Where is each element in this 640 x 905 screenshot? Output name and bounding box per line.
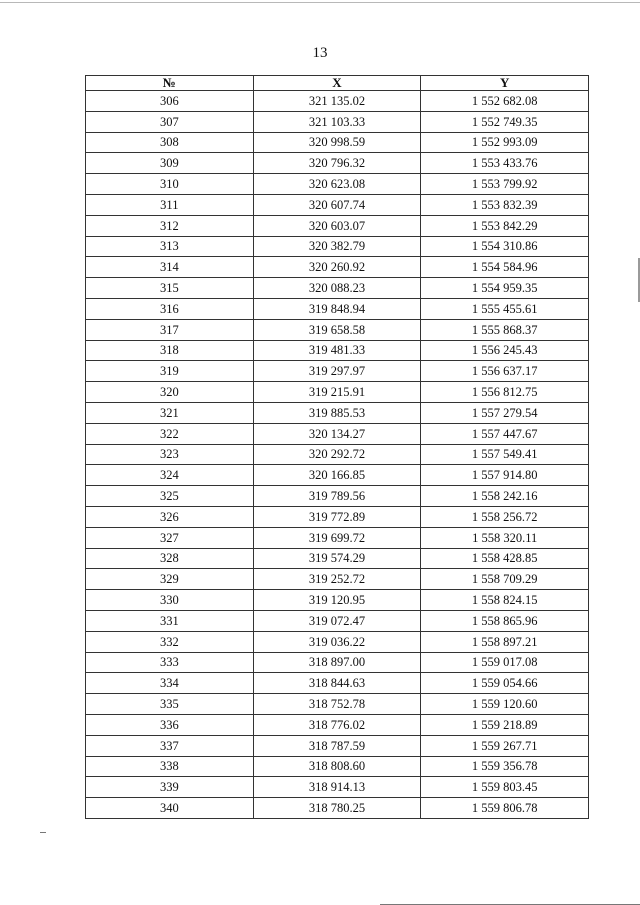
table-header-row: [86, 76, 589, 91]
table-row: [86, 527, 589, 548]
point-number-cell: 312: [86, 215, 254, 236]
point-number-cell: 333: [86, 652, 254, 673]
point-number-cell: 313: [86, 236, 254, 257]
table-row: [86, 735, 589, 756]
point-number-cell: 324: [86, 465, 254, 486]
point-number-cell: 317: [86, 319, 254, 340]
table-row: [86, 215, 589, 236]
y-coordinate-cell: 1 559 803.45: [421, 777, 589, 798]
y-coordinate-cell: 1 557 914.80: [421, 465, 589, 486]
table-row: [86, 236, 589, 257]
x-coordinate-cell: 319 772.89: [253, 506, 421, 527]
x-coordinate-cell: 319 297.97: [253, 361, 421, 382]
point-number-cell: 307: [86, 111, 254, 132]
point-number-cell: 329: [86, 569, 254, 590]
table-row: [86, 278, 589, 299]
point-number-cell: 319: [86, 361, 254, 382]
x-coordinate-cell: 319 120.95: [253, 590, 421, 611]
coordinates-table: [85, 75, 589, 819]
y-coordinate-cell: 1 557 447.67: [421, 423, 589, 444]
page-number: 13: [312, 45, 328, 61]
table-header: [86, 76, 589, 91]
table-row: [86, 652, 589, 673]
table-row: [86, 777, 589, 798]
table-row: [86, 257, 589, 278]
x-coordinate-cell: 318 776.02: [253, 714, 421, 735]
point-number-cell: 322: [86, 423, 254, 444]
y-coordinate-cell: 1 557 549.41: [421, 444, 589, 465]
y-coordinate-cell: 1 554 310.86: [421, 236, 589, 257]
x-coordinate-cell: 320 603.07: [253, 215, 421, 236]
y-coordinate-cell: 1 552 993.09: [421, 132, 589, 153]
point-number-cell: 310: [86, 174, 254, 195]
table-row: [86, 756, 589, 777]
point-number-cell: 306: [86, 91, 254, 112]
x-coordinate-cell: 318 914.13: [253, 777, 421, 798]
y-coordinate-cell: 1 554 959.35: [421, 278, 589, 299]
x-coordinate-cell: 318 752.78: [253, 694, 421, 715]
x-coordinate-cell: 321 103.33: [253, 111, 421, 132]
point-number-cell: 321: [86, 402, 254, 423]
x-coordinate-cell: 320 292.72: [253, 444, 421, 465]
point-number-cell: 338: [86, 756, 254, 777]
x-coordinate-cell: 319 848.94: [253, 298, 421, 319]
header-y: Y: [421, 76, 589, 91]
table-row: [86, 590, 589, 611]
y-coordinate-cell: 1 556 637.17: [421, 361, 589, 382]
y-coordinate-cell: 1 552 682.08: [421, 91, 589, 112]
y-coordinate-cell: 1 559 267.71: [421, 735, 589, 756]
table-row: [86, 714, 589, 735]
table-row: [86, 111, 589, 132]
x-coordinate-cell: 319 699.72: [253, 527, 421, 548]
y-coordinate-cell: 1 558 320.11: [421, 527, 589, 548]
y-coordinate-cell: 1 558 865.96: [421, 610, 589, 631]
point-number-cell: 325: [86, 486, 254, 507]
point-number-cell: 315: [86, 278, 254, 299]
header-num: №: [86, 76, 254, 91]
point-number-cell: 328: [86, 548, 254, 569]
y-coordinate-cell: 1 558 256.72: [421, 506, 589, 527]
table-row: [86, 194, 589, 215]
y-coordinate-cell: 1 555 455.61: [421, 298, 589, 319]
y-coordinate-cell: 1 553 799.92: [421, 174, 589, 195]
y-coordinate-cell: 1 558 897.21: [421, 631, 589, 652]
table-row: [86, 548, 589, 569]
point-number-cell: 323: [86, 444, 254, 465]
x-coordinate-cell: 319 574.29: [253, 548, 421, 569]
y-coordinate-cell: 1 553 433.76: [421, 153, 589, 174]
x-coordinate-cell: 319 252.72: [253, 569, 421, 590]
x-coordinate-cell: 319 481.33: [253, 340, 421, 361]
y-coordinate-cell: 1 555 868.37: [421, 319, 589, 340]
table-row: [86, 361, 589, 382]
x-coordinate-cell: 320 088.23: [253, 278, 421, 299]
x-coordinate-cell: 319 789.56: [253, 486, 421, 507]
y-coordinate-cell: 1 559 356.78: [421, 756, 589, 777]
y-coordinate-cell: 1 552 749.35: [421, 111, 589, 132]
x-coordinate-cell: 319 072.47: [253, 610, 421, 631]
table-row: [86, 423, 589, 444]
x-coordinate-cell: 318 780.25: [253, 798, 421, 819]
point-number-cell: 337: [86, 735, 254, 756]
y-coordinate-cell: 1 556 812.75: [421, 382, 589, 403]
table-row: [86, 153, 589, 174]
x-coordinate-cell: 318 897.00: [253, 652, 421, 673]
point-number-cell: 318: [86, 340, 254, 361]
table-row: [86, 340, 589, 361]
point-number-cell: 332: [86, 631, 254, 652]
x-coordinate-cell: 318 844.63: [253, 673, 421, 694]
point-number-cell: 340: [86, 798, 254, 819]
header-x: X: [253, 76, 421, 91]
y-coordinate-cell: 1 558 824.15: [421, 590, 589, 611]
x-coordinate-cell: 320 260.92: [253, 257, 421, 278]
point-number-cell: 327: [86, 527, 254, 548]
x-coordinate-cell: 321 135.02: [253, 91, 421, 112]
x-coordinate-cell: 320 796.32: [253, 153, 421, 174]
table-row: [86, 465, 589, 486]
table-row: [86, 298, 589, 319]
x-coordinate-cell: 320 382.79: [253, 236, 421, 257]
point-number-cell: 330: [86, 590, 254, 611]
table-row: [86, 506, 589, 527]
table-row: [86, 382, 589, 403]
x-coordinate-cell: 320 623.08: [253, 174, 421, 195]
point-number-cell: 331: [86, 610, 254, 631]
point-number-cell: 309: [86, 153, 254, 174]
y-coordinate-cell: 1 558 428.85: [421, 548, 589, 569]
point-number-cell: 336: [86, 714, 254, 735]
table-row: [86, 673, 589, 694]
x-coordinate-cell: 320 166.85: [253, 465, 421, 486]
y-coordinate-cell: 1 557 279.54: [421, 402, 589, 423]
table-row: [86, 610, 589, 631]
table-row: [86, 91, 589, 112]
x-coordinate-cell: 319 885.53: [253, 402, 421, 423]
x-coordinate-cell: 318 787.59: [253, 735, 421, 756]
y-coordinate-cell: 1 556 245.43: [421, 340, 589, 361]
table-row: [86, 694, 589, 715]
y-coordinate-cell: 1 558 242.16: [421, 486, 589, 507]
top-scan-rule: [0, 2, 640, 3]
x-coordinate-cell: 320 134.27: [253, 423, 421, 444]
point-number-cell: 314: [86, 257, 254, 278]
y-coordinate-cell: 1 558 709.29: [421, 569, 589, 590]
y-coordinate-cell: 1 553 832.39: [421, 194, 589, 215]
y-coordinate-cell: 1 559 017.08: [421, 652, 589, 673]
x-coordinate-cell: 320 607.74: [253, 194, 421, 215]
table-row: [86, 319, 589, 340]
point-number-cell: 316: [86, 298, 254, 319]
y-coordinate-cell: 1 553 842.29: [421, 215, 589, 236]
y-coordinate-cell: 1 554 584.96: [421, 257, 589, 278]
table-row: [86, 402, 589, 423]
table-body: [86, 91, 589, 819]
point-number-cell: 311: [86, 194, 254, 215]
point-number-cell: 335: [86, 694, 254, 715]
point-number-cell: 326: [86, 506, 254, 527]
x-coordinate-cell: 318 808.60: [253, 756, 421, 777]
y-coordinate-cell: 1 559 120.60: [421, 694, 589, 715]
y-coordinate-cell: 1 559 054.66: [421, 673, 589, 694]
table-row: [86, 631, 589, 652]
x-coordinate-cell: 320 998.59: [253, 132, 421, 153]
table-row: [86, 486, 589, 507]
y-coordinate-cell: 1 559 806.78: [421, 798, 589, 819]
point-number-cell: 339: [86, 777, 254, 798]
point-number-cell: 320: [86, 382, 254, 403]
x-coordinate-cell: 319 036.22: [253, 631, 421, 652]
point-number-cell: 308: [86, 132, 254, 153]
table-row: [86, 174, 589, 195]
table-row: [86, 798, 589, 819]
point-number-cell: 334: [86, 673, 254, 694]
table-row: [86, 132, 589, 153]
left-margin-tick: [40, 832, 46, 833]
y-coordinate-cell: 1 559 218.89: [421, 714, 589, 735]
x-coordinate-cell: 319 215.91: [253, 382, 421, 403]
table-row: [86, 444, 589, 465]
x-coordinate-cell: 319 658.58: [253, 319, 421, 340]
table-row: [86, 569, 589, 590]
